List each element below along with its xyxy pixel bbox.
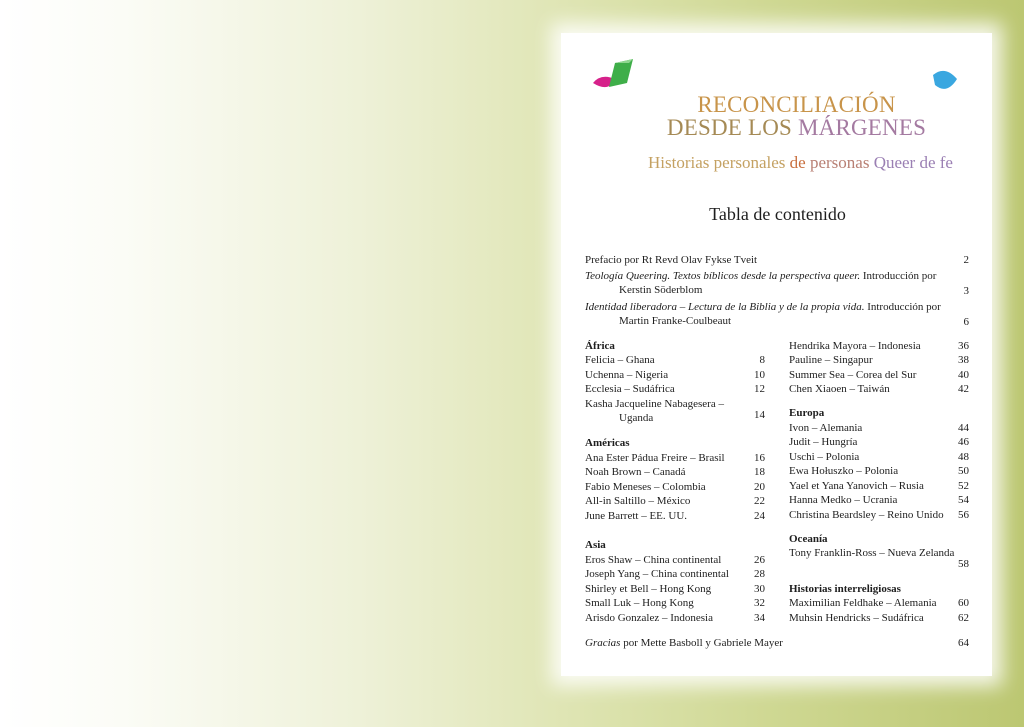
toc-entry: Ana Ester Pádua Freire – Brasil 16	[585, 452, 765, 464]
toc-entry: Kasha Jacqueline Nabagesera – Uganda 14	[585, 398, 765, 424]
toc-entry: Uschi – Polonia 48	[789, 451, 969, 463]
toc-entry: Eros Shaw – China continental 26	[585, 554, 765, 566]
section-heading-americas: Américas	[585, 437, 630, 449]
blue-leaf-icon	[931, 67, 959, 93]
toc-entry: Yael et Yana Yanovich – Rusia 52	[789, 480, 969, 492]
toc-entry: Ivon – Alemania 44	[789, 422, 969, 434]
toc-entry: All-in Saltillo – México 22	[585, 495, 765, 507]
toc-entry: Hendrika Mayora – Indonesia 36	[789, 340, 969, 352]
toc-entry: Summer Sea – Corea del Sur 40	[789, 369, 969, 381]
toc-entry: Fabio Meneses – Colombia 20	[585, 481, 765, 493]
toc-entry: Shirley et Bell – Hong Kong 30	[585, 583, 765, 595]
toc-entry: Noah Brown – Canadá 18	[585, 466, 765, 478]
toc-entry: Christina Beardsley – Reino Unido 56	[789, 509, 969, 521]
section-heading-oceania: Oceanía	[789, 533, 828, 545]
document-page	[561, 33, 992, 676]
section-heading-asia: Asia	[585, 539, 606, 551]
toc-entry: Felicia – Ghana 8	[585, 354, 765, 366]
toc-entry: Prefacio por Rt Revd Olav Fykse Tveit 2	[585, 254, 969, 266]
toc-entry-gracias: Gracias por Mette Basboll y Gabriele Mayer 64	[585, 637, 969, 649]
toc-entry: Small Luk – Hong Kong 32	[585, 597, 765, 609]
section-heading-interreligiosas: Historias interreligiosas	[789, 583, 901, 595]
toc-entry: Teología Queering. Textos bíblicos desde la perspectiva queer. Introducción por Kerstin Söderblom 3	[585, 270, 969, 297]
toc-entry: Hanna Medko – Ucrania 54	[789, 494, 969, 506]
title-line-2: DESDE LOS MÁRGENES	[666, 115, 927, 140]
toc-entry: Arisdo Gonzalez – Indonesia 34	[585, 612, 765, 624]
toc-heading: Tabla de contenido	[709, 204, 846, 224]
toc-entry: Ewa Hołuszko – Polonia 50	[789, 465, 969, 477]
book-subtitle: Historias personales de personas Queer de fe	[648, 153, 953, 172]
toc-entry: Tony Franklin-Ross – Nueva Zelanda 58	[789, 547, 969, 570]
toc-entry: Muhsin Hendricks – Sudáfrica 62	[789, 612, 969, 624]
title-line-1: RECONCILIACIÓN	[697, 92, 896, 117]
toc-entry: Chen Xiaoen – Taiwán 42	[789, 383, 969, 395]
section-heading-europa: Europa	[789, 407, 825, 419]
toc-entry: Ecclesia – Sudáfrica 12	[585, 383, 765, 395]
toc-entry: Identidad liberadora – Lectura de la Biblia y de la propia vida. Introducción por Martin Franke-Coulbeaut 6	[585, 301, 969, 328]
toc-entry: Pauline – Singapur 38	[789, 354, 969, 366]
toc-entry: June Barrett – EE. UU. 24	[585, 510, 765, 522]
book-title	[561, 93, 992, 139]
toc-entry: Joseph Yang – China continental 28	[585, 568, 765, 580]
toc-entry: Uchenna – Nigeria 10	[585, 369, 765, 381]
section-heading-africa: África	[585, 340, 615, 352]
green-leaf-icon	[605, 57, 635, 91]
toc-entry: Maximilian Feldhake – Alemania 60	[789, 597, 969, 609]
toc-entry: Judit – Hungría 46	[789, 436, 969, 448]
